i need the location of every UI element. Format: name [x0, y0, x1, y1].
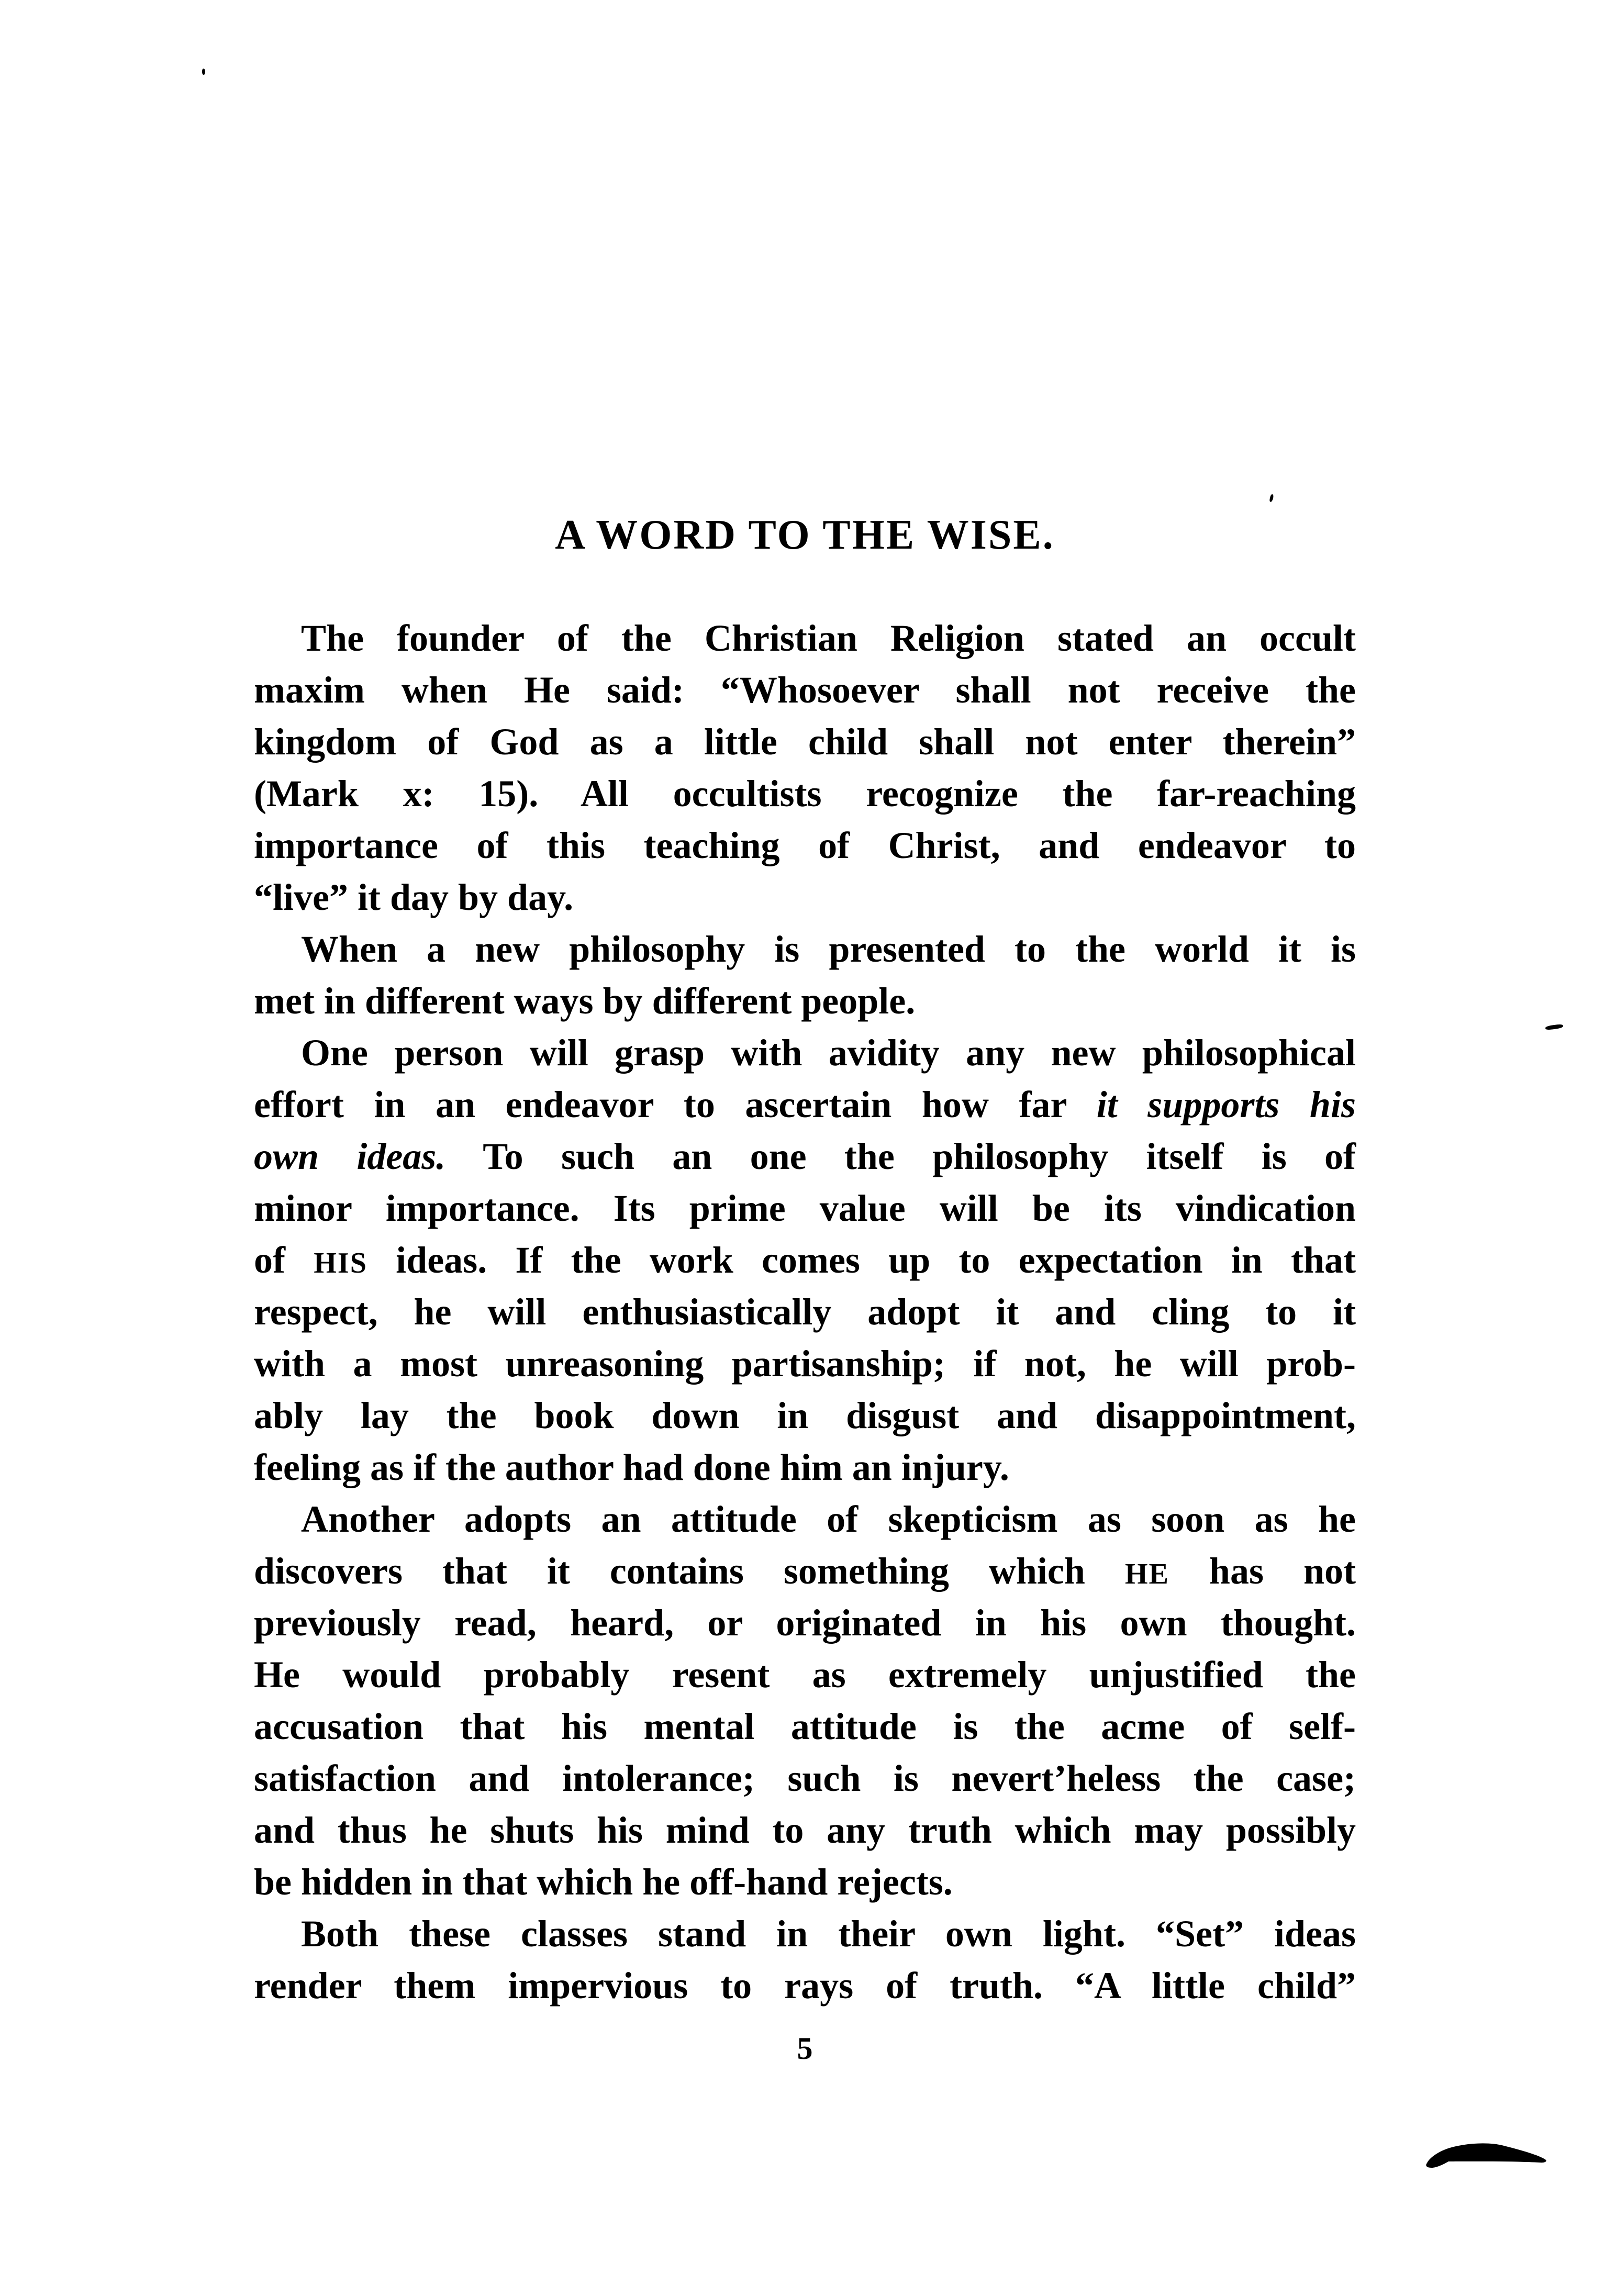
text-line: importance of this teaching of Christ, and endeavor to	[254, 824, 1356, 866]
text-line: minor importance. Its prime value will be its vindication	[254, 1187, 1356, 1229]
text-line: discovers that it contains something which HE has not	[254, 1550, 1356, 1592]
scan-speck	[1545, 1024, 1564, 1031]
text-line: The founder of the Christian Religion stated an occult	[301, 617, 1356, 659]
ink-smudge-mark	[1416, 2136, 1552, 2175]
text-line: be hidden in that which he off-hand rejects.	[254, 1861, 953, 1903]
scan-speck	[1269, 494, 1274, 503]
italic-phrase: it supports his	[1096, 1084, 1356, 1125]
text-line: accusation that his mental attitude is the acme of self-	[254, 1706, 1356, 1747]
text-line: kingdom of God as a little child shall not enter therein”	[254, 721, 1356, 763]
small-caps-word: HIS	[314, 1247, 367, 1279]
text-line: He would probably resent as extremely unjustified the	[254, 1654, 1356, 1696]
text-line: satisfaction and intolerance; such is nevert’heless the case;	[254, 1757, 1356, 1799]
page-body-text	[254, 612, 1356, 2012]
text-line: own ideas. To such an one the philosophy itself is of	[254, 1135, 1356, 1177]
scan-speck	[202, 69, 205, 75]
text-line: met in different ways by different people.	[254, 980, 916, 1022]
text-line: Both these classes stand in their own light. “Set” ideas	[301, 1913, 1356, 1955]
page-number: 5	[797, 2031, 813, 2066]
text-line: One person will grasp with avidity any new philosophical	[301, 1032, 1356, 1074]
text-line: respect, he will enthusiastically adopt it and cling to it	[254, 1291, 1356, 1333]
text-line: of HIS ideas. If the work comes up to expectation in that	[254, 1239, 1356, 1281]
text-line: (Mark x: 15). All occultists recognize the far-reaching	[254, 773, 1356, 815]
text-line: maxim when He said: “Whosoever shall not receive the	[254, 669, 1356, 711]
text-line: feeling as if the author had done him an injury.	[254, 1446, 1009, 1488]
text-line: ably lay the book down in disgust and disappointment,	[254, 1395, 1356, 1436]
text-line: previously read, heard, or originated in his own thought.	[254, 1602, 1356, 1644]
small-caps-word: HE	[1124, 1558, 1169, 1590]
text-line: with a most unreasoning partisanship; if not, he will prob-	[254, 1343, 1356, 1385]
text-line: render them impervious to rays of truth. “A little child”	[254, 1965, 1356, 2007]
text-line: When a new philosophy is presented to the world it is	[301, 928, 1356, 970]
ink-smudge-shape	[1426, 2143, 1546, 2168]
page-title: A WORD TO THE WISE.	[555, 512, 1055, 558]
text-line: effort in an endeavor to ascertain how far it supports his	[254, 1084, 1356, 1125]
text-line: Another adopts an attitude of skepticism as soon as he	[301, 1498, 1356, 1540]
italic-phrase: own ideas.	[254, 1135, 446, 1177]
text-line: and thus he shuts his mind to any truth which may possibly	[254, 1809, 1356, 1851]
text-line: “live” it day by day.	[254, 876, 574, 918]
